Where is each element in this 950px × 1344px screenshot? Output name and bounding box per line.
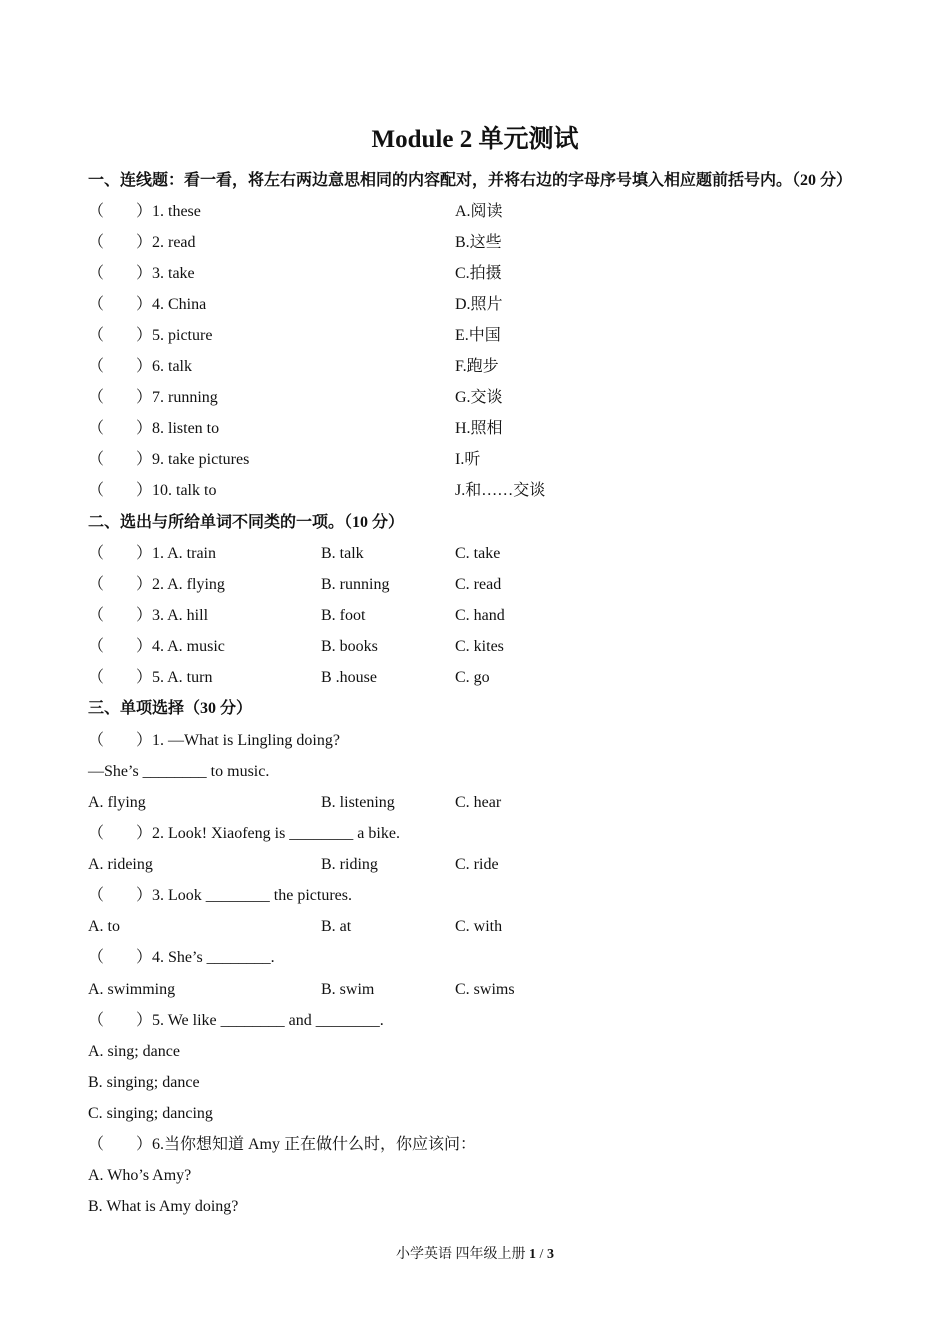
option-a: 2. A. flying bbox=[152, 576, 225, 593]
match-row bbox=[88, 416, 888, 442]
answer-paren[interactable]: （ ） bbox=[88, 1012, 153, 1029]
option-b: B. What is Amy doing? bbox=[88, 1198, 239, 1215]
question-2 bbox=[88, 821, 400, 847]
option-a: A. swimming bbox=[88, 981, 176, 998]
option-a: A. to bbox=[88, 918, 120, 935]
answer-paren[interactable]: （ ） bbox=[88, 451, 153, 468]
option-b: B. swim bbox=[321, 981, 375, 998]
match-row bbox=[88, 478, 888, 504]
answer-paren[interactable]: （ ） bbox=[88, 296, 153, 313]
odd-one-out-row bbox=[88, 541, 888, 567]
page-title: Module 2 单元测试 bbox=[371, 126, 579, 153]
match-row bbox=[88, 261, 888, 287]
question-stem: 3. Look ________ the pictures. bbox=[152, 887, 352, 904]
question-5 bbox=[88, 1008, 384, 1034]
question-1-options bbox=[88, 790, 888, 816]
match-right-meaning: G.交谈 bbox=[455, 389, 503, 406]
match-row bbox=[88, 230, 888, 256]
option-c: C. hand bbox=[455, 607, 505, 624]
option-c: C. go bbox=[455, 669, 490, 686]
option-c: C. swims bbox=[455, 981, 515, 998]
answer-paren[interactable]: （ ） bbox=[88, 669, 153, 686]
match-left-word: 6. talk bbox=[152, 358, 192, 375]
match-row bbox=[88, 323, 888, 349]
question-2-options bbox=[88, 852, 888, 878]
option-a: A. rideing bbox=[88, 856, 153, 873]
question-stem: 1. —What is Lingling doing? bbox=[152, 732, 340, 749]
question-3-options bbox=[88, 914, 888, 940]
answer-paren[interactable]: （ ） bbox=[88, 358, 153, 375]
answer-paren[interactable]: （ ） bbox=[88, 545, 153, 562]
option-b: B. singing; dance bbox=[88, 1074, 200, 1091]
option-a: A. flying bbox=[88, 794, 146, 811]
odd-one-out-row bbox=[88, 665, 888, 691]
match-right-meaning: C.拍摄 bbox=[455, 265, 502, 282]
match-right-meaning: I.听 bbox=[455, 451, 481, 468]
match-left-word: 8. listen to bbox=[152, 420, 220, 437]
answer-paren[interactable]: （ ） bbox=[88, 389, 153, 406]
answer-paren[interactable]: （ ） bbox=[88, 825, 153, 842]
option-c: C. with bbox=[455, 918, 503, 935]
question-1 bbox=[88, 728, 340, 754]
answer-paren[interactable]: （ ） bbox=[88, 1136, 153, 1153]
match-left-word: 9. take pictures bbox=[152, 451, 250, 468]
match-row bbox=[88, 385, 888, 411]
question-6 bbox=[88, 1132, 476, 1158]
option-c: C. take bbox=[455, 545, 501, 562]
option-b: B. foot bbox=[321, 607, 366, 624]
section3-heading: 三、单项选择（30 分） bbox=[88, 700, 253, 717]
answer-paren[interactable]: （ ） bbox=[88, 732, 153, 749]
option-c: C. hear bbox=[455, 794, 502, 811]
answer-paren[interactable]: （ ） bbox=[88, 638, 153, 655]
answer-paren[interactable]: （ ） bbox=[88, 607, 153, 624]
option-b: B. talk bbox=[321, 545, 364, 562]
answer-paren[interactable]: （ ） bbox=[88, 482, 153, 499]
match-left-word: 5. picture bbox=[152, 327, 213, 344]
section2-heading: 二、选出与所给单词不同类的一项。（10 分） bbox=[88, 514, 405, 531]
footer-separator: / bbox=[536, 1247, 547, 1262]
section1-heading: 一、连线题：看一看，将左右两边意思相同的内容配对，并将右边的字母序号填入相应题前括号内。（20 分） bbox=[88, 172, 853, 189]
odd-one-out-row bbox=[88, 603, 888, 629]
option-b: B. books bbox=[321, 638, 378, 655]
match-right-meaning: J.和……交谈 bbox=[455, 482, 546, 499]
match-left-word: 2. read bbox=[152, 234, 196, 251]
question-stem: 4. She’s ________. bbox=[152, 949, 275, 966]
footer-page-number: 1 bbox=[529, 1247, 537, 1262]
footer-total-pages: 3 bbox=[546, 1247, 554, 1262]
question-4-options bbox=[88, 977, 888, 1003]
option-b: B. riding bbox=[321, 856, 378, 873]
answer-paren[interactable]: （ ） bbox=[88, 265, 153, 282]
match-right-meaning: B.这些 bbox=[455, 234, 502, 251]
footer-text: 小学英语 四年级上册 bbox=[396, 1247, 530, 1262]
option-b: B. at bbox=[321, 918, 352, 935]
answer-paren[interactable]: （ ） bbox=[88, 887, 153, 904]
match-left-word: 1. these bbox=[152, 203, 201, 220]
match-row bbox=[88, 354, 888, 380]
odd-one-out-row bbox=[88, 572, 888, 598]
match-row bbox=[88, 447, 888, 473]
match-row bbox=[88, 292, 888, 318]
option-c: C. kites bbox=[455, 638, 504, 655]
question-stem: 5. We like ________ and ________. bbox=[152, 1012, 384, 1029]
option-c: C. ride bbox=[455, 856, 499, 873]
option-b: B. running bbox=[321, 576, 390, 593]
answer-paren[interactable]: （ ） bbox=[88, 576, 153, 593]
option-c: C. read bbox=[455, 576, 502, 593]
option-a: 4. A. music bbox=[152, 638, 225, 655]
question-stem: 6.当你想知道 Amy 正在做什么时，你应该问： bbox=[152, 1136, 477, 1153]
option-a: 5. A. turn bbox=[152, 669, 213, 686]
option-a: 1. A. train bbox=[152, 545, 216, 562]
match-left-word: 3. take bbox=[152, 265, 195, 282]
answer-paren[interactable]: （ ） bbox=[88, 949, 153, 966]
match-right-meaning: H.照相 bbox=[455, 420, 503, 437]
page-footer bbox=[0, 1244, 950, 1266]
option-a: A. sing; dance bbox=[88, 1043, 180, 1060]
question-4 bbox=[88, 945, 275, 971]
option-c: C. singing; dancing bbox=[88, 1105, 213, 1122]
match-left-word: 7. running bbox=[152, 389, 218, 406]
match-left-word: 4. China bbox=[152, 296, 207, 313]
question-stem: 2. Look! Xiaofeng is ________ a bike. bbox=[152, 825, 400, 842]
option-b: B .house bbox=[321, 669, 377, 686]
answer-paren[interactable]: （ ） bbox=[88, 203, 153, 220]
match-right-meaning: A.阅读 bbox=[455, 203, 503, 220]
match-row bbox=[88, 199, 888, 225]
match-right-meaning: E.中国 bbox=[455, 327, 501, 344]
question-1-line2: —She’s ________ to music. bbox=[88, 763, 270, 780]
answer-paren[interactable]: （ ） bbox=[88, 234, 153, 251]
option-b: B. listening bbox=[321, 794, 395, 811]
option-a: 3. A. hill bbox=[152, 607, 209, 624]
answer-paren[interactable]: （ ） bbox=[88, 327, 153, 344]
odd-one-out-row bbox=[88, 634, 888, 660]
match-right-meaning: D.照片 bbox=[455, 296, 503, 313]
answer-paren[interactable]: （ ） bbox=[88, 420, 153, 437]
question-3 bbox=[88, 883, 352, 909]
match-left-word: 10. talk to bbox=[152, 482, 217, 499]
option-a: A. Who’s Amy? bbox=[88, 1167, 192, 1184]
match-right-meaning: F.跑步 bbox=[455, 358, 499, 375]
